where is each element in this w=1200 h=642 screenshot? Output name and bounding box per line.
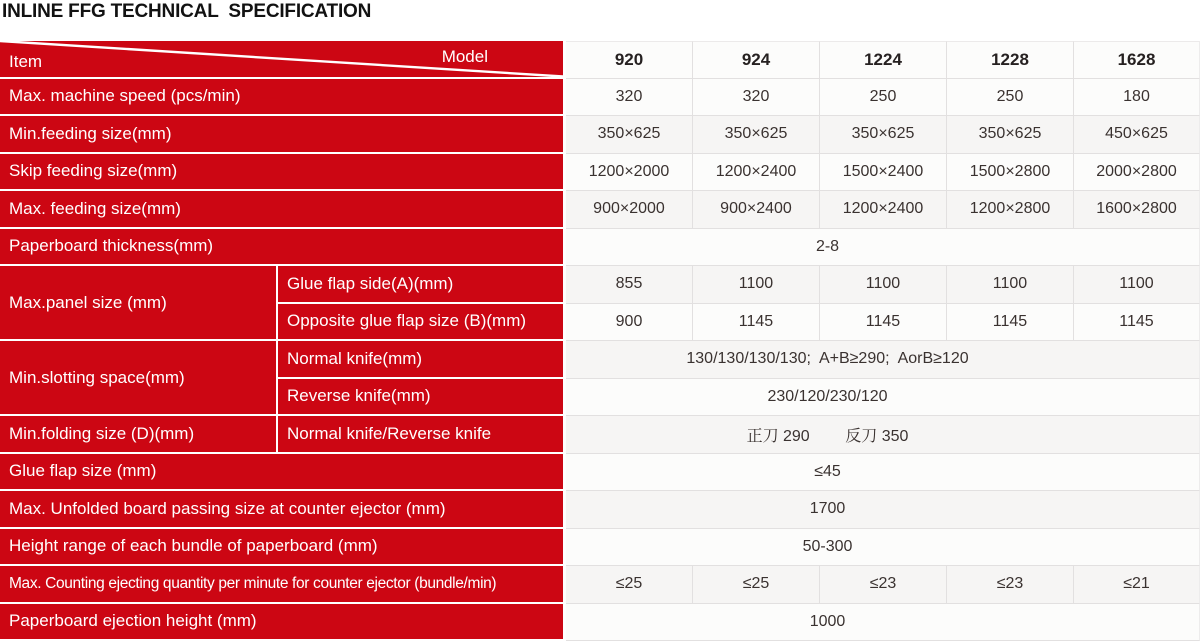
spec-value-merged: 230/120/230/120	[566, 379, 1200, 417]
row-sublabel: Normal knife/Reverse knife	[278, 416, 566, 454]
spec-value: 1100	[1074, 266, 1200, 304]
row-sublabel: Normal knife(mm)	[278, 341, 566, 379]
model-header-label: Model	[441, 47, 488, 66]
spec-value: 1200×2400	[693, 154, 820, 192]
spec-value: 1145	[1074, 304, 1200, 342]
spec-value: 1200×2800	[947, 191, 1074, 229]
spec-value: 1145	[820, 304, 947, 342]
row-group-label: Min.slotting space(mm)	[0, 341, 278, 416]
spec-value: 1200×2400	[820, 191, 947, 229]
spec-value: 250	[947, 79, 1074, 117]
row-label: Paperboard ejection height (mm)	[0, 604, 566, 642]
spec-value: 1100	[820, 266, 947, 304]
spec-value: 1100	[947, 266, 1074, 304]
spec-value: 1145	[947, 304, 1074, 342]
row-label: Max. Unfolded board passing size at counter ejector (mm)	[0, 491, 566, 529]
spec-value: 350×625	[947, 116, 1074, 154]
spec-value-merged: 50-300	[566, 529, 1200, 567]
model-column-header: 1628	[1074, 41, 1200, 79]
spec-value: ≤23	[820, 566, 947, 604]
spec-value: 855	[566, 266, 693, 304]
item-header-label: Item	[9, 51, 43, 71]
spec-value: 320	[693, 79, 820, 117]
spec-value: 180	[1074, 79, 1200, 117]
row-sublabel: Opposite glue flap size (B)(mm)	[278, 304, 566, 342]
item-model-header-cell	[0, 41, 566, 79]
model-column-header: 924	[693, 41, 820, 79]
row-label: Skip feeding size(mm)	[0, 154, 566, 192]
row-label: Paperboard thickness(mm)	[0, 229, 566, 267]
spec-value: 350×625	[566, 116, 693, 154]
spec-value: 2000×2800	[1074, 154, 1200, 192]
row-sublabel: Reverse knife(mm)	[278, 379, 566, 417]
spec-value: 900	[566, 304, 693, 342]
spec-value: ≤25	[693, 566, 820, 604]
spec-value: 1600×2800	[1074, 191, 1200, 229]
spec-value: 900×2000	[566, 191, 693, 229]
spec-value: 1500×2800	[947, 154, 1074, 192]
spec-value-merged: 1700	[566, 491, 1200, 529]
spec-value-merged: 1000	[566, 604, 1200, 642]
row-label: Max. machine speed (pcs/min)	[0, 79, 566, 117]
spec-value: 450×625	[1074, 116, 1200, 154]
row-label: Max. Counting ejecting quantity per minute for counter ejector (bundle/min)	[0, 566, 566, 604]
spec-value-merged: ≤45	[566, 454, 1200, 492]
row-label: Height range of each bundle of paperboard (mm)	[0, 529, 566, 567]
row-label: Min.feeding size(mm)	[0, 116, 566, 154]
spec-value: 1200×2000	[566, 154, 693, 192]
spec-value: ≤21	[1074, 566, 1200, 604]
row-label: Glue flap size (mm)	[0, 454, 566, 492]
row-group-label: Max.panel size (mm)	[0, 266, 278, 341]
specification-table	[0, 41, 1200, 641]
spec-value-merged: 2-8	[566, 229, 1200, 267]
row-label: Max. feeding size(mm)	[0, 191, 566, 229]
page-title: INLINE FFG TECHNICAL SPECIFICATION	[2, 1, 372, 22]
spec-value: 350×625	[693, 116, 820, 154]
row-sublabel: Glue flap side(A)(mm)	[278, 266, 566, 304]
spec-value: ≤25	[566, 566, 693, 604]
spec-value: 1100	[693, 266, 820, 304]
spec-value: 900×2400	[693, 191, 820, 229]
model-column-header: 1228	[947, 41, 1074, 79]
spec-value: 1145	[693, 304, 820, 342]
spec-value: 350×625	[820, 116, 947, 154]
spec-value: ≤23	[947, 566, 1074, 604]
model-column-header: 1224	[820, 41, 947, 79]
spec-value-merged: 正刀 290 反刀 350	[566, 416, 1200, 454]
spec-value: 320	[566, 79, 693, 117]
model-column-header: 920	[566, 41, 693, 79]
row-label: Min.folding size (D)(mm)	[0, 416, 278, 454]
spec-value: 250	[820, 79, 947, 117]
spec-value: 1500×2400	[820, 154, 947, 192]
spec-value-merged: 130/130/130/130; A+B≥290; AorB≥120	[566, 341, 1200, 379]
